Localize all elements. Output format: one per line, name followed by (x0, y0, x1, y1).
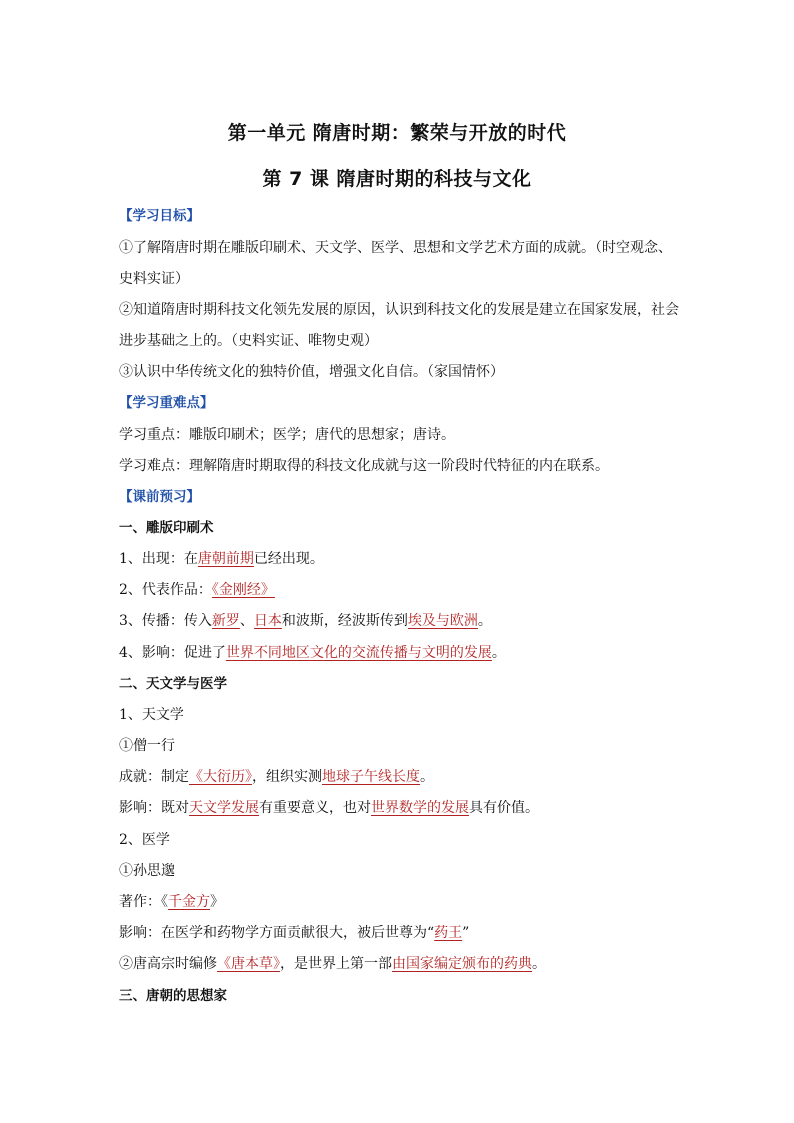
answer: 药王 (434, 925, 463, 941)
objective-3: ③认识中华传统文化的独特价值，增强文化自信。（家国情怀） (119, 364, 504, 380)
text: 。 (477, 613, 492, 629)
text: 、 (239, 613, 254, 629)
answer: 地球子午线长度 (322, 769, 420, 785)
astronomy-heading: 1、天文学 (119, 707, 184, 723)
keypoints-heading: 【学习重难点】 (119, 395, 214, 411)
objective-2-line-2: 进步基础之上的。（史料实证、唯物史观） (119, 333, 378, 349)
medicine-heading: 2、医学 (119, 832, 170, 848)
printing-spread (119, 611, 689, 631)
text: 有重要意义，也对 (259, 800, 371, 816)
text: 和波斯，经波斯传到 (281, 613, 408, 629)
yixing-achievement (119, 767, 689, 787)
preview-heading: 【课前预习】 (119, 489, 200, 505)
yixing-influence (119, 798, 689, 818)
label: 3、传播：传入 (119, 613, 212, 629)
label: 著作：《 (119, 894, 168, 910)
answer: 世界数学的发展 (371, 800, 469, 816)
key-focus: 学习重点：雕版印刷术；医学；唐代的思想家；唐诗。 (119, 427, 455, 443)
answer: 由国家编定颁布的药典 (392, 956, 532, 972)
objective-1-line-2: 史料实证） (119, 271, 189, 287)
answer: 世界不同地区文化的交流传播与文明的发展 (225, 645, 492, 661)
answer: 新罗 (211, 613, 240, 629)
text: ，是世界上第一部 (280, 956, 392, 972)
label: 4、影响：促进了 (119, 645, 226, 661)
answer: 天文学发展 (189, 800, 259, 816)
sunsimiao-influence (119, 923, 689, 943)
text: 具有价值。 (469, 800, 539, 816)
answer: 唐朝前期 (197, 551, 254, 567)
text: ，组织实测 (252, 769, 322, 785)
printing-representative-work (119, 580, 689, 600)
text: 》 (210, 894, 224, 910)
answer: 《唐本草》 (217, 956, 280, 972)
text: 已经出现。 (253, 551, 324, 567)
section-2-title: 二、天文学与医学 (119, 676, 227, 692)
text: 。 (491, 645, 506, 661)
unit-title: 第一单元 隋唐时期：繁荣与开放的时代 (227, 122, 567, 144)
lesson-title: 第 7 课 隋唐时期的科技与文化 (262, 168, 532, 190)
answer: 《金刚经》 (211, 582, 275, 598)
text: ” (462, 925, 470, 941)
sunsimiao-work (119, 892, 689, 912)
printing-influence (119, 643, 689, 663)
yixing-heading: ①僧一行 (119, 738, 175, 754)
section-3-title: 三、唐朝的思想家 (119, 988, 227, 1004)
answer: 千金方 (168, 894, 210, 910)
label: 影响：在医学和药物学方面贡献很大，被后世尊为“ (119, 925, 435, 941)
answer: 日本 (253, 613, 282, 629)
sunsimiao-heading: ①孙思邈 (119, 863, 175, 879)
answer: 埃及与欧洲 (407, 613, 478, 629)
objectives-heading: 【学习目标】 (119, 208, 200, 224)
text: 。 (532, 956, 546, 972)
label: 影响：既对 (119, 800, 189, 816)
text: 。 (420, 769, 434, 785)
label: 1、出现：在 (119, 551, 198, 567)
label: 2、代表作品： (119, 582, 212, 598)
tang-materia-medica (119, 954, 689, 974)
objective-1-line-1: ①了解隋唐时期在雕版印刷术、天文学、医学、思想和文学艺术方面的成就。（时空观念、 (119, 240, 672, 256)
label: ②唐高宗时编修 (119, 956, 217, 972)
label: 成就：制定 (119, 769, 189, 785)
objective-2-line-1: ②知道隋唐时期科技文化领先发展的原因，认识到科技文化的发展是建立在国家发展，社会 (119, 302, 679, 318)
section-1-title: 一、雕版印刷术 (119, 520, 214, 536)
key-difficulty: 学习难点：理解隋唐时期取得的科技文化成就与这一阶段时代特征的内在联系。 (119, 458, 609, 474)
answer: 《大衍历》 (189, 769, 252, 785)
printing-appearance (119, 549, 689, 569)
